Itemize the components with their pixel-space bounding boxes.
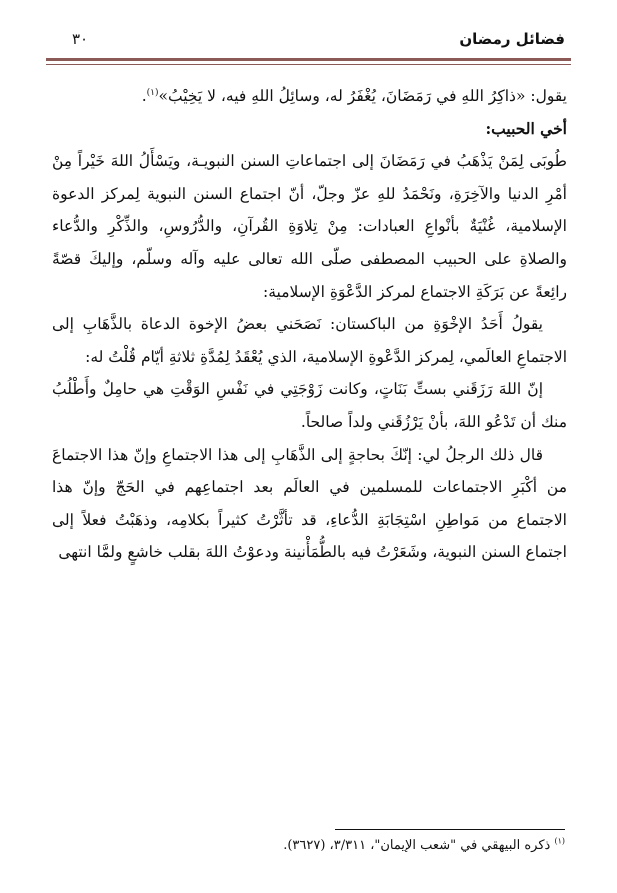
paragraph-1: طُوبَى لِمَنْ يَذْهَبُ في رَمَضَانَ إلى اجتماعاتِ السنن النبويـة، ويَسْأَلُ اللهَ خَيْراً مِنْ أمْرِ الدنيا والآخِرَةِ، ونَحْمَدُ للهِ عزّ وجلّ، أنّ اجتماع السنن النبوية لِمركز الدعوة الإسلامية، غُنْيَةٌ بأنْواعِ العبادات: مِنْ تِلاوَةِ القُرآنِ، والدُّرُوسِ، والذِّكْرِ والدُّعاء والصلاةِ على الحبيب المصطفى صلّى الله تعالى عليه وآله وسلّم، وإليكَ قصّةً رائِعةً عن بَرَكَةِ الاجتماع لمركز الدَّعْوَةِ الإسلامية:	[52, 152, 567, 301]
header-rule-thin	[46, 64, 571, 65]
page-header	[72, 27, 565, 51]
paragraph-2: يقولُ أَحَدُ الإخْوَةِ من الباكستان: نَصَحَني بعضُ الإخوة الدعاة بالذَّهَابِ إلى الاجتماعِ العالَمي، لِمركز الدَّعْوةِ الإسلامية، الذي يُعْقَدُ لِمُدَّةِ ثلاثةِ أيّام قُلْتُ له:	[52, 315, 567, 366]
hadith-quote	[52, 80, 567, 113]
paragraph-4: قال ذلك الرجلُ لي: إنّكَ بحاجةٍ إلى الذَّهَابِ إلى هذا الاجتماعِ وإنّ هذا الاجتماعَ من أكْبَرِ الاجتماعات للمسلمين في العالَم بعد اجتماعِهم في الحَجّ وإنّ هذا الاجتماع من مَواطِنِ اسْتِجَابَةِ الدُّعاءِ، قد تأثَّرْتُ كثيراً بكلامِه، وذهَبْتُ فعلاً إلى اجتماع السنن النبوية، وشَعَرْتُ فيه بالطُّمَأْنينة ودعوْتُ اللهَ بقلب خاشعٍ ولمَّا انتهى	[52, 445, 567, 562]
paragraph-3: إنّ اللهَ رَزَقَني بستِّ بَنَاتٍ، وكانت زَوْجَتِي في نَفْسِ الوَقْتِ هي حامِلٌ وأَطْلُبُ منك أن تَدْعُو اللهَ، بأنْ يَرْزُقَني ولداً صالحاً.	[52, 380, 567, 431]
footnote	[60, 836, 565, 856]
page-body	[52, 80, 567, 569]
footnote-reference: (١)	[146, 87, 159, 98]
hadith-quote-end: .	[141, 87, 147, 105]
book-title: فضائل رمضان	[459, 30, 565, 48]
footnote-separator	[335, 829, 565, 830]
footnote-mark: (١)	[554, 836, 565, 846]
header-rule-thick	[46, 58, 571, 61]
page-number: ٣٠	[72, 30, 89, 48]
hadith-quote-text: يقول: «ذاكِرُ اللهِ في رَمَضَانَ، يُغْفَرُ له، وسائِلُ اللهِ فيه، لا يَخِيْبُ»	[158, 87, 567, 105]
section-greeting: أخي الحبيب:	[485, 118, 567, 138]
footnote-text: ذكره البيهقي في "شعب الإيمان"، ٣/٣١١، (٣٦٢٧).	[283, 838, 551, 853]
